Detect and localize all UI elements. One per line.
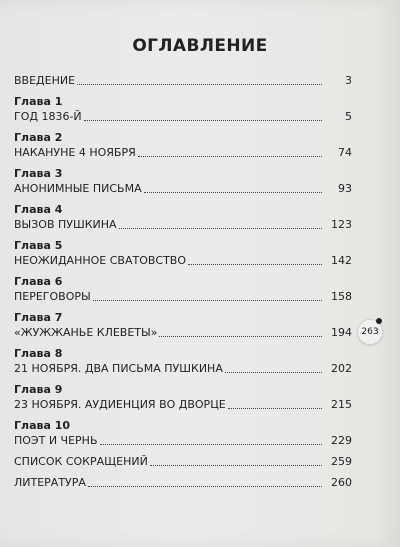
- toc-line: [14, 74, 352, 88]
- chapter-label: Глава 9: [14, 383, 63, 396]
- toc-line: [14, 455, 352, 469]
- toc-page-number: 3: [345, 74, 352, 87]
- toc-entry-title: ГОД 1836-Й: [14, 110, 82, 123]
- toc-page-number: 93: [338, 182, 352, 195]
- chapter-label: Глава 7: [14, 311, 63, 324]
- toc-page-number: 74: [338, 146, 352, 159]
- chapter-label: Глава 3: [14, 167, 63, 180]
- toc-entry-chapter-1: [14, 95, 352, 124]
- toc-entry-literature: [14, 476, 352, 490]
- toc-line: [14, 254, 352, 268]
- toc-entry-chapter-9: [14, 383, 352, 412]
- chapter-label: Глава 5: [14, 239, 63, 252]
- dot-leader: [77, 84, 322, 85]
- toc-entry-title: ВЫЗОВ ПУШКИНА: [14, 218, 117, 231]
- toc-entry-introduction: [14, 74, 352, 88]
- toc-page-number: 5: [345, 110, 352, 123]
- toc-page-number: 194: [331, 326, 352, 339]
- dot-leader: [150, 465, 322, 466]
- toc-entry-title: АНОНИМНЫЕ ПИСЬМА: [14, 182, 142, 195]
- chapter-label: Глава 6: [14, 275, 63, 288]
- toc-entry-title: СПИСОК СОКРАЩЕНИЙ: [14, 455, 148, 468]
- toc-entry-title: НЕОЖИДАННОЕ СВАТОВСТВО: [14, 254, 187, 267]
- toc-entry-abbreviations: [14, 455, 352, 469]
- toc-entry-title: ПЕРЕГОВОРЫ: [14, 290, 91, 303]
- dot-leader: [159, 336, 322, 337]
- toc-line: [14, 398, 352, 412]
- dot-leader: [84, 120, 322, 121]
- dot-leader: [228, 408, 322, 409]
- toc-entry-title: ВВЕДЕНИЕ: [14, 74, 76, 87]
- toc-page-number: 158: [331, 290, 352, 303]
- toc-entry-title: ПОЭТ И ЧЕРНЬ: [14, 434, 98, 447]
- dot-leader: [100, 444, 323, 445]
- toc-line: [14, 182, 352, 196]
- chapter-label: Глава 1: [14, 95, 63, 108]
- toc-line: [14, 110, 352, 124]
- toc-page-number: 259: [331, 455, 352, 468]
- dot-leader: [93, 300, 322, 301]
- toc-page-number: 142: [331, 254, 352, 267]
- dot-leader: [138, 156, 322, 157]
- toc-page-number: 202: [331, 362, 352, 375]
- toc-entry-title: 21 НОЯБРЯ. ДВА ПИСЬМА ПУШКИНА: [14, 362, 223, 375]
- toc-entry-chapter-3: [14, 167, 352, 196]
- dot-leader: [88, 486, 322, 487]
- toc-line: [14, 434, 352, 448]
- table-of-contents: [14, 73, 352, 497]
- toc-line: [14, 362, 352, 376]
- dot-leader: [225, 372, 322, 373]
- toc-line: [14, 290, 352, 304]
- page-number-badge: 263: [357, 319, 383, 345]
- dot-leader: [144, 192, 322, 193]
- toc-page-number: 215: [331, 398, 352, 411]
- toc-entry-title: ЛИТЕРАТУРА: [14, 476, 86, 489]
- chapter-label: Глава 4: [14, 203, 63, 216]
- toc-entry-chapter-2: [14, 131, 352, 160]
- toc-entry-title: 23 НОЯБРЯ. АУДИЕНЦИЯ ВО ДВОРЦЕ: [14, 398, 226, 411]
- dot-leader: [188, 264, 322, 265]
- toc-entry-title: «ЖУЖЖАНЬЕ КЛЕВЕТЫ»: [14, 326, 158, 339]
- dot-leader: [119, 228, 322, 229]
- toc-line: [14, 218, 352, 232]
- chapter-label: Глава 8: [14, 347, 63, 360]
- toc-entry-chapter-8: [14, 347, 352, 376]
- chapter-label: Глава 10: [14, 419, 71, 432]
- badge-dot-icon: [376, 318, 382, 324]
- toc-entry-chapter-10: [14, 419, 352, 448]
- toc-entry-chapter-7: [14, 311, 352, 340]
- toc-page-number: 229: [331, 434, 352, 447]
- toc-page-number: 123: [331, 218, 352, 231]
- page-title: ОГЛАВЛЕНИЕ: [132, 36, 268, 56]
- toc-line: [14, 146, 352, 160]
- toc-page-number: 260: [331, 476, 352, 489]
- toc-line: [14, 326, 352, 340]
- toc-entry-chapter-5: [14, 239, 352, 268]
- toc-line: [14, 476, 352, 490]
- chapter-label: Глава 2: [14, 131, 63, 144]
- toc-entry-chapter-4: [14, 203, 352, 232]
- toc-entry-chapter-6: [14, 275, 352, 304]
- toc-entry-title: НАКАНУНЕ 4 НОЯБРЯ: [14, 146, 136, 159]
